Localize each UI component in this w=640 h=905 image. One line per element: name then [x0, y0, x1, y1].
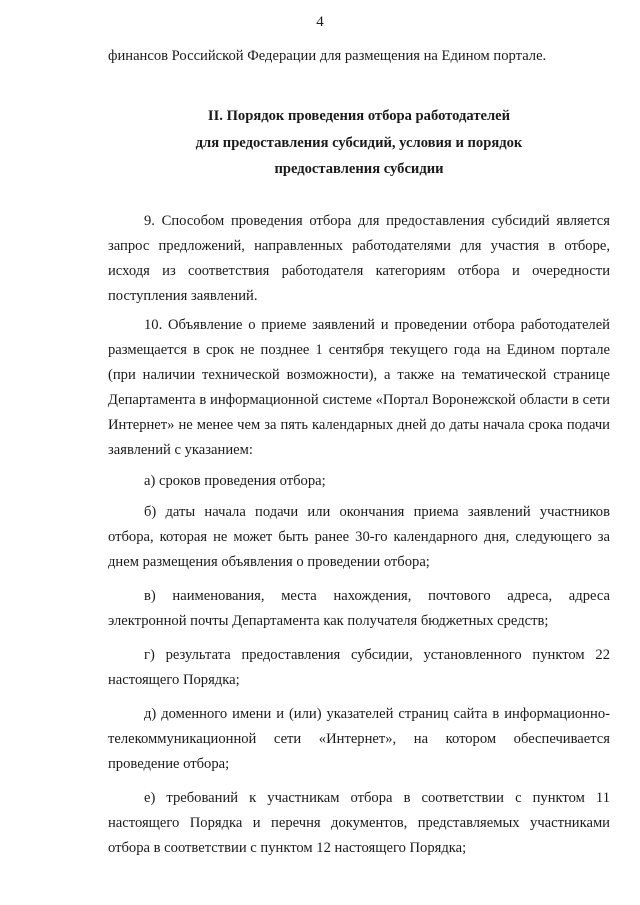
- continuation-line: финансов Российской Федерации для размещения на Едином портале.: [108, 48, 547, 64]
- section-heading-line-2: для предоставления субсидий, условия и порядок: [195, 134, 523, 151]
- item-g: г) результата предоставления субсидии, установленного пунктом 22 настоящего Порядка;: [108, 646, 610, 688]
- item-e: е) требований к участникам отбора в соответствии с пунктом 11 настоящего Порядка и перечня документов, представляемых участниками отбора в соответствии с пунктом 12 настоящего Порядка;: [108, 789, 610, 856]
- section-body: [108, 209, 610, 861]
- paragraph-10: 10. Объявление о приеме заявлений и проведении отбора работодателей размещается в срок не позднее 1 сентября текущего года на Едином портале (при наличии технической возможности), а также на тематической странице Департамента в информационной системе «Портал Воронежской области в сети Интернет» не менее чем за пять календарных дней до даты начала срока подачи заявлений с указанием:: [108, 316, 610, 458]
- item-b: б) даты начала подачи или окончания приема заявлений участников отбора, которая не может быть ранее 30-го календарного дня, следующего за днем размещения объявления о проведении отбора;: [108, 503, 610, 570]
- page-number: 4: [316, 14, 324, 30]
- document-content: [108, 44, 610, 861]
- item-v: в) наименования, места нахождения, почтового адреса, адреса электронной почты Департамента как получателя бюджетных средств;: [108, 587, 610, 629]
- item-d: д) доменного имени и (или) указателей страниц сайта в информационно-телекоммуникационной сети «Интернет», на котором обеспечивается проведение отбора;: [108, 705, 610, 772]
- item-a: а) сроков проведения отбора;: [144, 472, 326, 489]
- section-heading-line-1: II. Порядок проведения отбора работодателей: [207, 108, 511, 124]
- paragraph-9: 9. Способом проведения отбора для предоставления субсидий является запрос предложений, направленных работодателями для участия в отборе, исходя из соответствия работодателя категориям отбора и очередности поступления заявлений.: [108, 212, 610, 304]
- section-heading: [108, 103, 610, 183]
- section-heading-line-3: предоставления субсидии: [274, 161, 444, 177]
